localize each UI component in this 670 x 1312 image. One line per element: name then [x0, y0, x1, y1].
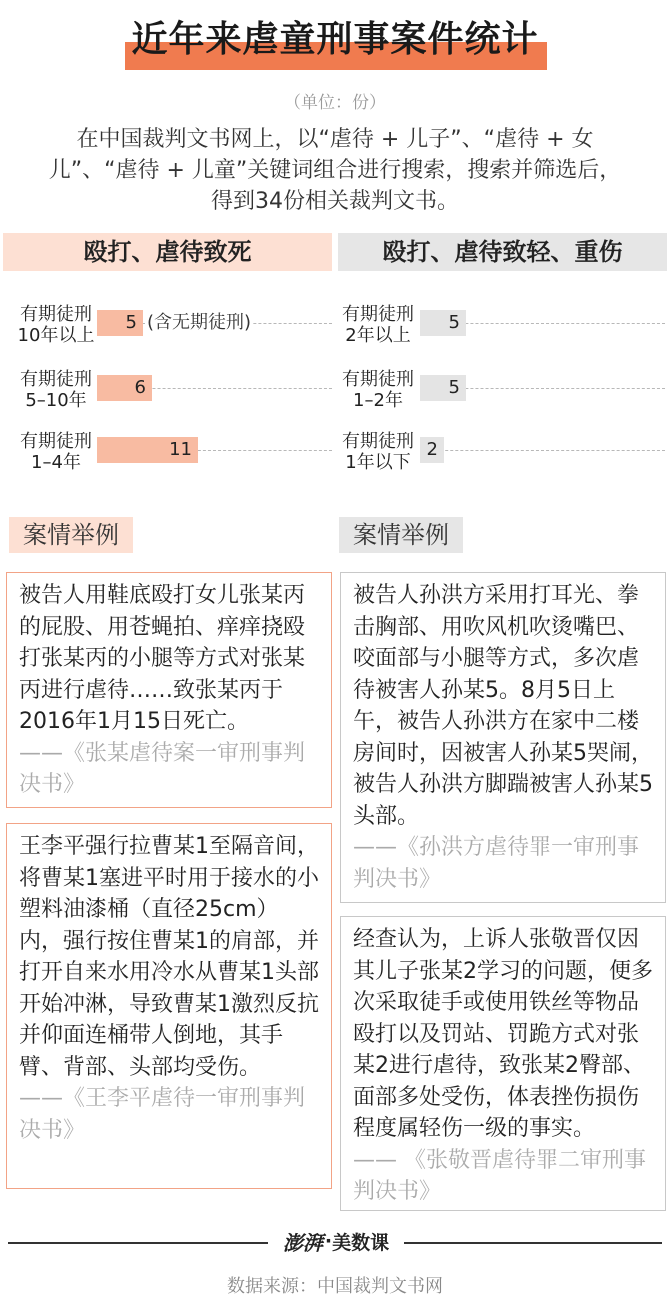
bar-value-label: 2 [426, 439, 438, 460]
brand-logo [272, 1224, 400, 1258]
category-label-line: 有期徒刑 [342, 431, 414, 452]
case-box-right-2 [340, 916, 666, 1211]
category-label-line: 有期徒刑 [20, 369, 92, 390]
case-box-right-1 [340, 572, 666, 903]
bar-value-label: 11 [169, 439, 192, 460]
case-text: 被告人用鞋底殴打女儿张某丙的屁股、用苍蝇拍、痒痒挠殴打张某丙的小腿等方式对张某丙进行虐待……致张某丙于2016年1月15日死亡。 [19, 583, 306, 734]
case-tag-right: 案情举例 [339, 517, 463, 553]
case-text: 王李平强行拉曹某1至隔音间，将曹某1塞进平时用于接水的小塑料油漆桶（直径25cm）内，强行按住曹某1的肩部，并打开自来水用冷水从曹某1头部开始冲淋，导致曹某1激烈反抗并仰面连桶带人倒地，其手臂、背部、头部均受伤。 [19, 834, 319, 1080]
case-tag-left: 案情举例 [9, 517, 133, 553]
bar-annotation: (含无期徒刑) [145, 310, 253, 336]
case-source: ——《王李平虐待一审刑事判决书》 [19, 1086, 306, 1143]
bar-value-label: 5 [125, 312, 137, 333]
footer-rule-left [8, 1242, 268, 1244]
bar-guide-line [420, 450, 665, 451]
bar-value-label: 5 [448, 377, 460, 398]
category-label [328, 369, 428, 411]
category-label-line: 5–10年 [25, 390, 87, 411]
category-label [6, 369, 106, 411]
case-text: 被告人孙洪方采用打耳光、拳击胸部、用吹风机吹烫嘴巴、咬面部与小腿等方式，多次虐待被害人孙某5。8月5日上午，被告人孙洪方在家中二楼房间时，因被害人孙某5哭闹，被告人孙洪方脚踹被害人孙某5头部。 [353, 583, 653, 829]
unit-label: （单位：份） [284, 93, 386, 113]
logo-seal: 澎湃 [282, 1230, 323, 1255]
logo-separator: · [324, 1230, 333, 1252]
case-source: —— 《张敬晋虐待罪二审刑事判决书》 [353, 1147, 646, 1204]
category-label [328, 304, 428, 346]
category-label-line: 10年以上 [17, 325, 95, 346]
category-label [6, 431, 106, 473]
case-text: 经查认为，上诉人张敬晋仅因其儿子张某2学习的问题，便多次采取徒手或使用铁丝等物品殴打以及罚站、罚跪方式对张某2进行虐待，致张某2臀部、面部多处受伤，体表挫伤损伤程度属轻伤一级的事实。 [353, 927, 653, 1141]
logo-text: 美数课 [332, 1231, 390, 1254]
bar-value-label: 6 [134, 377, 146, 398]
category-label-line: 1–4年 [31, 452, 81, 473]
footer-rule-right [404, 1242, 662, 1244]
title-wrap [0, 14, 670, 66]
data-source: 数据来源：中国裁判文书网 [227, 1276, 443, 1297]
category-label-line: 1年以下 [345, 452, 411, 473]
bar-value-label: 5 [448, 312, 460, 333]
chart-title-death: 殴打、虐待致死 [3, 233, 332, 271]
category-label [6, 304, 106, 346]
category-label-line: 1–2年 [353, 390, 403, 411]
case-box-left-2 [6, 823, 332, 1189]
category-label-line: 2年以上 [345, 325, 411, 346]
category-label-line: 有期徒刑 [342, 304, 414, 325]
page-title: 近年来虐童刑事案件统计 [131, 19, 539, 60]
category-label-line: 有期徒刑 [342, 369, 414, 390]
category-label-line: 有期徒刑 [20, 304, 92, 325]
case-source: ——《张某虐待案一审刑事判决书》 [19, 740, 306, 797]
case-box-left-1 [6, 572, 332, 808]
case-source: ——《孙洪方虐待罪一审刑事判决书》 [353, 835, 640, 892]
category-label [328, 431, 428, 473]
intro-text: 在中国裁判文书网上，以“虐待 + 儿子”、“虐待 + 女儿”、“虐待 + 儿童”关键词组合进行搜索，搜索并筛选后，得到34份相关裁判文书。 [48, 127, 622, 214]
chart-title-injury: 殴打、虐待致轻、重伤 [338, 233, 667, 271]
category-label-line: 有期徒刑 [20, 431, 92, 452]
